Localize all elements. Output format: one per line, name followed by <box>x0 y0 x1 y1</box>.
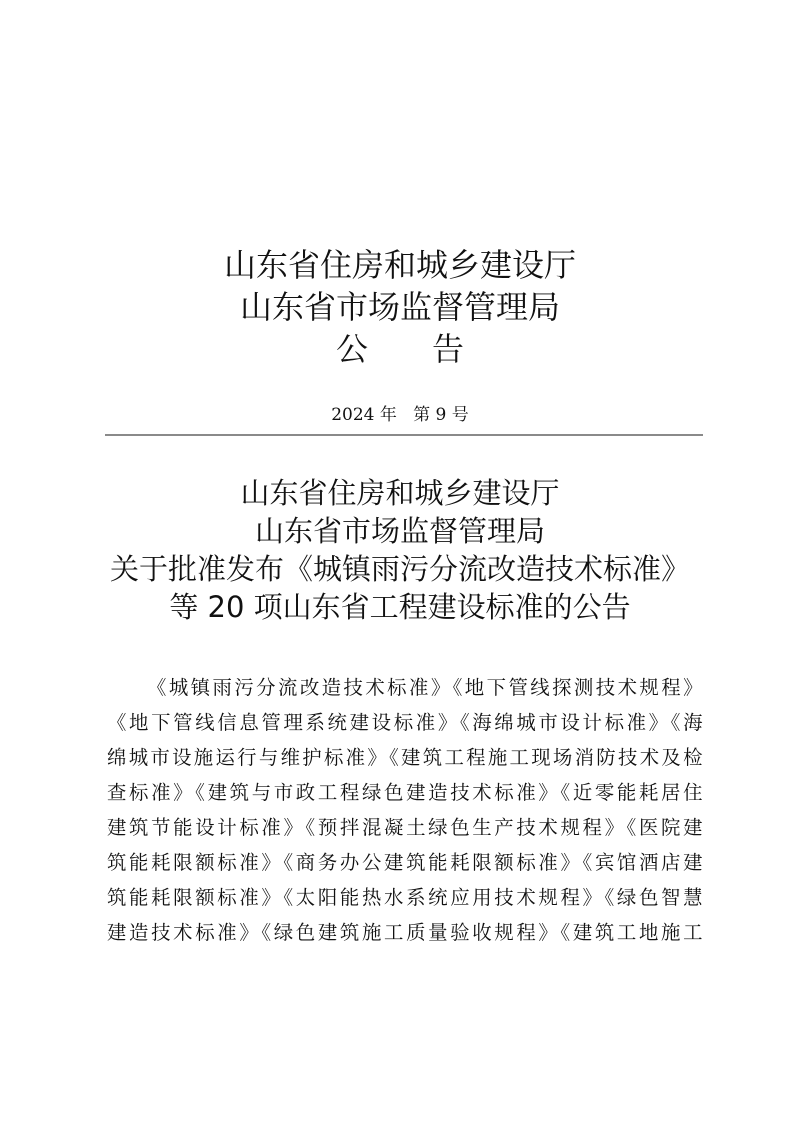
issuer-name-housing-department: 山东省住房和城乡建设厅 <box>223 246 576 284</box>
title-line-2: 山东省市场监督管理局 <box>254 514 545 548</box>
body-line: 筑能耗限额标准》《商务办公建筑能耗限额标准》《宾馆酒店建 <box>107 851 703 874</box>
body-line: 绵城市设施运行与维护标准》《建筑工程施工现场消防技术及检 <box>107 746 703 769</box>
header-divider <box>105 434 703 436</box>
body-line: 查标准》《建筑与市政工程绿色建造技术标准》《近零能耗居住 <box>107 781 703 804</box>
document-title <box>0 474 800 626</box>
document-number: 2024 年 第 9 号 <box>331 405 469 425</box>
body-line: 《城镇雨污分流改造技术标准》《地下管线探测技术规程》 <box>147 676 703 699</box>
body-paragraph <box>107 670 703 950</box>
title-line-4: 等 20 项山东省工程建设标准的公告 <box>169 590 631 624</box>
issuer-name-market-regulation-bureau: 山东省市场监督管理局 <box>239 288 560 326</box>
body-line: 建筑节能设计标准》《预拌混凝土绿色生产技术规程》《医院建 <box>107 816 703 839</box>
body-line: 建造技术标准》《绿色建筑施工质量验收规程》《建筑工地施工 <box>107 921 703 944</box>
title-line-1: 山东省住房和城乡建设厅 <box>240 476 560 510</box>
document-type-heading: 公告 <box>335 330 528 368</box>
body-line: 《地下管线信息管理系统建设标准》《海绵城市设计标准》《海 <box>107 711 703 734</box>
body-line: 筑能耗限额标准》《太阳能热水系统应用技术规程》《绿色智慧 <box>107 886 703 909</box>
title-line-3: 关于批准发布《城镇雨污分流改造技术标准》 <box>109 552 690 586</box>
issuer-header <box>0 244 800 370</box>
